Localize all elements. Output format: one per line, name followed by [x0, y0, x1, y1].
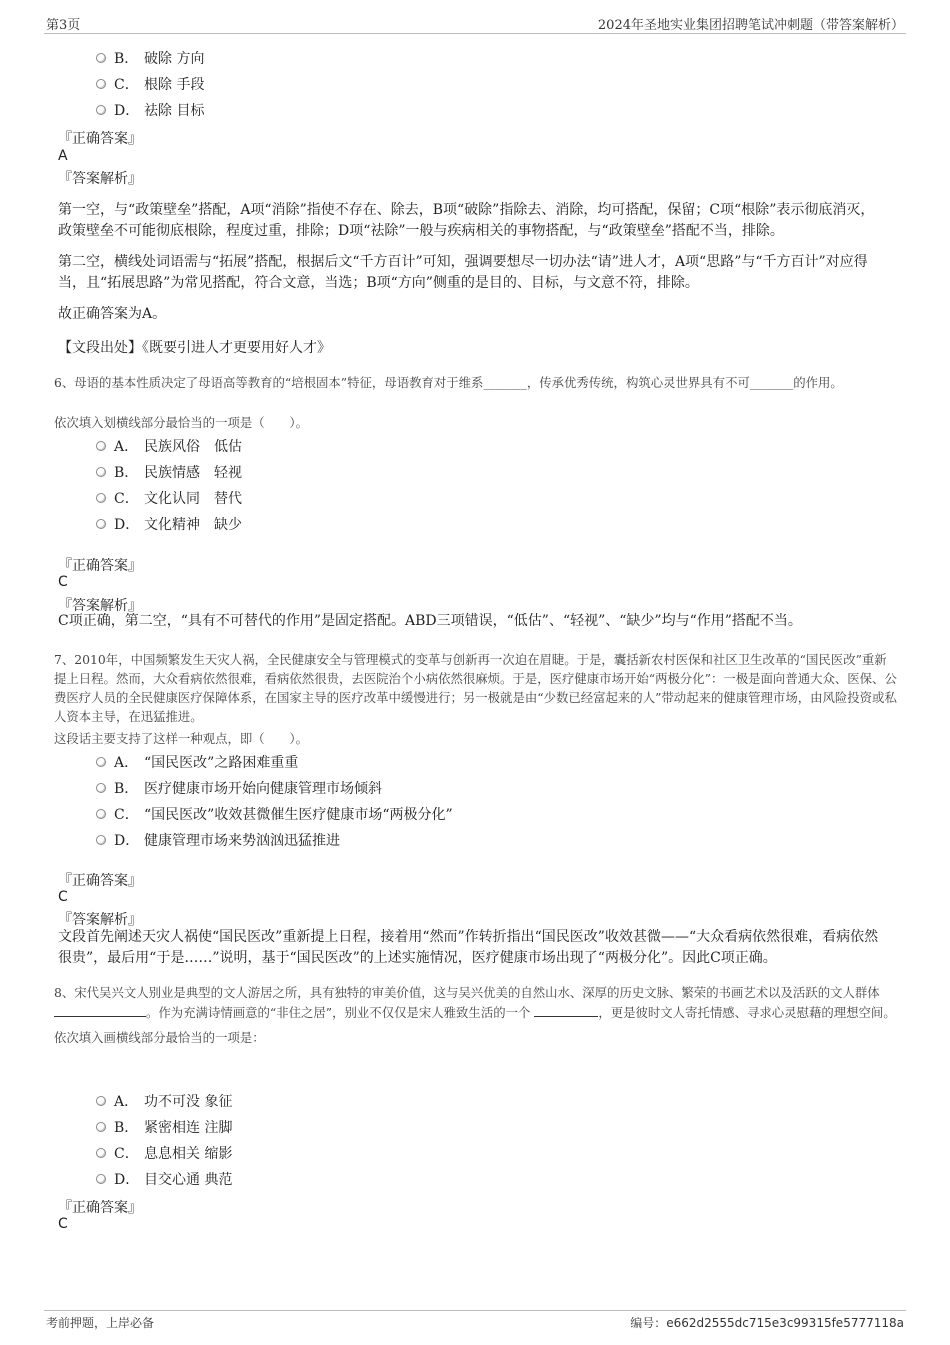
radio-icon[interactable] [96, 493, 106, 503]
q6-option-c[interactable]: C． 文化认同 替代 [96, 488, 242, 508]
q5-option-c[interactable]: C． 根除 手段 [96, 74, 204, 94]
document-title: 2024年圣地实业集团招聘笔试冲刺题（带答案解析） [597, 18, 904, 33]
radio-icon[interactable] [96, 79, 106, 89]
q7-analysis-label: 『答案解析』 [58, 912, 142, 928]
q8-answer-label: 『正确答案』 [58, 1200, 142, 1216]
footer-divider [44, 1310, 906, 1311]
q6-option-a[interactable]: A． 民族风俗 低估 [96, 436, 242, 456]
radio-icon[interactable] [96, 1096, 106, 1106]
q6-analysis: C项正确，第二空，“具有不可替代的作用”是固定搭配。ABD三项错误，“低估”、“轻视”、“缺少”均与“作用”搭配不当。 [58, 613, 802, 629]
q7-prompt: 这段话主要支持了这样一种观点，即（ ）。 [54, 731, 309, 746]
radio-icon[interactable] [96, 1122, 106, 1132]
q8-answer: C [58, 1216, 68, 1232]
radio-icon[interactable] [96, 53, 106, 63]
q8-blank-2 [534, 1002, 598, 1017]
q7-answer: C [58, 889, 68, 905]
radio-icon[interactable] [96, 1174, 106, 1184]
radio-icon[interactable] [96, 1148, 106, 1158]
q8-option-c[interactable]: C． 息息相关 缩影 [96, 1143, 232, 1163]
radio-icon[interactable] [96, 519, 106, 529]
q8-text: 8、宋代吴兴文人别业是典型的文人游居之所，具有独特的审美价值，这与吴兴优美的自然山水、深厚的历史文脉、繁荣的书画艺术以及活跃的文人群体 。作为充满诗情画意的“非住之居”，别业不仅仅是宋人雅致生活的一个 ，更是彼时文人寄托情感、寻求心灵慰藉的理想空间。 [54, 985, 896, 1020]
q6-analysis-label: 『答案解析』 [58, 598, 142, 614]
q5-analysis-p3: 故正确答案为A。 [58, 306, 167, 322]
q6-text: 6、母语的基本性质决定了母语高等教育的“培根固本”特征，母语教育对于维系_______，传承优秀传统，构筑心灵世界具有不可_______的作用。 [54, 375, 843, 390]
q5-option-b[interactable]: B． 破除 方向 [96, 48, 204, 68]
radio-icon[interactable] [96, 757, 106, 767]
q6-option-b[interactable]: B． 民族情感 轻视 [96, 462, 242, 482]
q6-answer-label: 『正确答案』 [58, 558, 142, 574]
radio-icon[interactable] [96, 441, 106, 451]
q7-option-a[interactable]: A． “国民医改”之路困难重重 [96, 752, 298, 772]
q6-option-d[interactable]: D． 文化精神 缺少 [96, 514, 242, 534]
radio-icon[interactable] [96, 105, 106, 115]
q7-option-b[interactable]: B． 医疗健康市场开始向健康管理市场倾斜 [96, 778, 382, 798]
radio-icon[interactable] [96, 809, 106, 819]
q5-analysis-p2: 第二空，横线处词语需与“拓展”搭配，根据后文“千方百计”可知，强调要想尽一切办法“请”进人才，A项“思路”与“千方百计”对应得当，且“拓展思路”为常见搭配，符合文意，当选；B项“方向”侧重的是目的、目标，与文意不符，排除。 [58, 254, 868, 291]
q7-answer-label: 『正确答案』 [58, 873, 142, 889]
q7-option-d[interactable]: D． 健康管理市场来势汹汹迅猛推进 [96, 830, 340, 850]
q5-option-d[interactable]: D． 祛除 目标 [96, 100, 204, 120]
q7-text: 7、2010年，中国频繁发生天灾人祸，全民健康安全与管理模式的变革与创新再一次迫在眉睫。于是，囊括新农村医保和社区卫生改革的“国民医改”重新提上日程。然而，大众看病依然很难，看病依然很贵，去医院治个小病依然很麻烦。于是，医疗健康市场开始“两极分化”：一极是面向普通大众、医保、公费医疗人员的全民健康医疗保障体系，在国家主导的医疗改革中缓慢进行；另一极就是由“少数已经富起来的人”带动起来的健康管理市场，由风险投资或私人资本主导，在迅猛推进。 [54, 652, 897, 724]
q6-answer: C [58, 574, 68, 590]
radio-icon[interactable] [96, 467, 106, 477]
q7-analysis: 文段首先阐述天灾人祸使“国民医改”重新提上日程，接着用“然而”作转折指出“国民医改”收效甚微——“大众看病依然很难，看病依然很贵”，最后用“于是……”说明，基于“国民医改”的上述实施情况，医疗健康市场出现了“两极分化”。因此C项正确。 [58, 929, 879, 966]
q5-analysis-p1: 第一空，与“政策壁垒”搭配，A项“消除”指使不存在、除去，B项“破除”指除去、消除，均可搭配，保留；C项“根除”表示彻底消灭，政策壁垒不可能彻底根除，程度过重，排除；D项“祛除”一般与疾病相关的事物搭配，与“政策壁垒”搭配不当，排除。 [58, 202, 875, 239]
q8-prompt: 依次填入画横线部分最恰当的一项是： [54, 1030, 265, 1045]
q8-option-b[interactable]: B． 紧密相连 注脚 [96, 1117, 232, 1137]
q8-blank-1 [54, 1002, 146, 1017]
footer-slogan: 考前押题，上岸必备 [46, 1316, 155, 1330]
q7-option-c[interactable]: C． “国民医改”收效甚微催生医疗健康市场“两极分化” [96, 804, 453, 824]
q5-source: 【文段出处】《既要引进人才更要用好人才》 [58, 340, 331, 356]
document-code: 编号：e662d2555dc715e3c99315fe5777118a [630, 1316, 904, 1330]
q8-option-a[interactable]: A． 功不可没 象征 [96, 1091, 232, 1111]
radio-icon[interactable] [96, 835, 106, 845]
radio-icon[interactable] [96, 783, 106, 793]
q6-prompt: 依次填入划横线部分最恰当的一项是（ ）。 [54, 415, 309, 430]
q8-option-d[interactable]: D． 目交心通 典范 [96, 1169, 232, 1189]
q5-analysis-label: 『答案解析』 [58, 171, 142, 187]
q5-answer-label: 『正确答案』 [58, 131, 142, 147]
header-divider [44, 33, 906, 34]
page-number: 第3页 [46, 18, 81, 33]
q5-answer: A [58, 148, 68, 164]
